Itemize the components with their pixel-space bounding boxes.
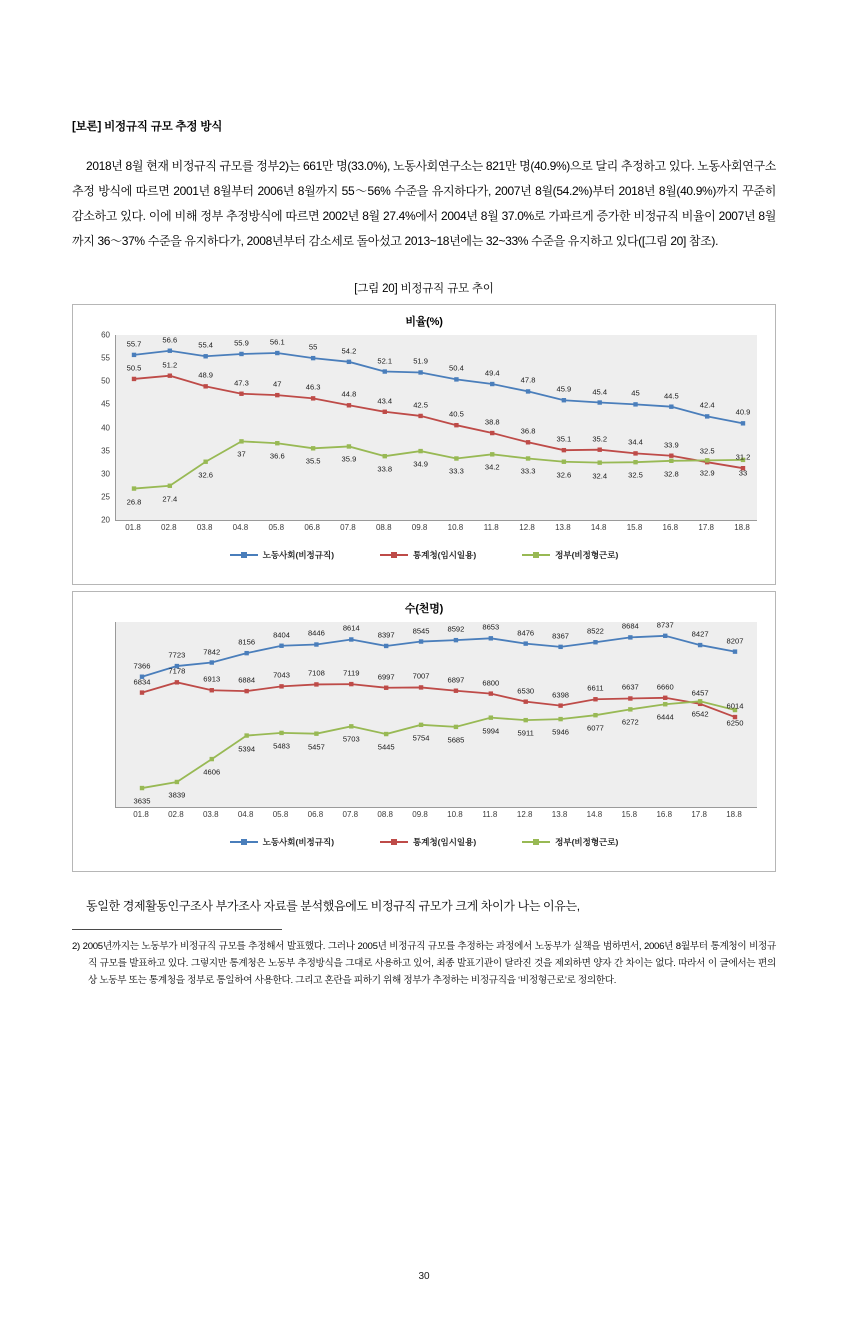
data-label: 6800 xyxy=(482,678,500,688)
data-label: 35.1 xyxy=(556,434,572,444)
x-tick-label: 18.8 xyxy=(734,523,750,532)
data-label: 6014 xyxy=(726,701,744,711)
x-tick-label: 03.8 xyxy=(196,523,213,532)
data-label: 46.3 xyxy=(305,382,321,392)
x-tick-label: 03.8 xyxy=(202,810,219,819)
data-label: 44.8 xyxy=(341,389,357,399)
data-label: 54.2 xyxy=(341,346,357,356)
data-label: 6637 xyxy=(621,682,639,692)
data-label: 56.1 xyxy=(269,337,285,347)
x-tick-label: 11.8 xyxy=(483,523,499,532)
legend-item xyxy=(230,549,334,561)
data-label: 8446 xyxy=(307,628,325,638)
data-label: 55.7 xyxy=(126,339,142,349)
legend-label: 정부(비정형근로) xyxy=(555,837,619,847)
x-tick-label: 12.8 xyxy=(516,810,533,819)
data-label: 56.6 xyxy=(162,335,178,345)
data-label: 50.4 xyxy=(449,363,464,373)
legend-swatch xyxy=(380,838,408,846)
legend-swatch xyxy=(522,838,550,846)
data-label: 45.9 xyxy=(556,384,572,394)
x-tick-label: 06.8 xyxy=(304,523,320,532)
data-label: 8545 xyxy=(412,626,430,636)
chart-count-plot xyxy=(83,622,765,834)
data-label: 5911 xyxy=(517,728,534,738)
data-label: 8522 xyxy=(587,626,604,636)
x-tick-label: 09.8 xyxy=(412,810,428,819)
data-label: 8614 xyxy=(342,623,360,633)
data-label: 5685 xyxy=(447,735,465,745)
data-label: 5445 xyxy=(377,742,395,752)
data-label: 7366 xyxy=(133,661,151,671)
chart-ratio-plot-area xyxy=(115,335,757,521)
x-tick-label: 15.8 xyxy=(621,810,638,819)
page-number: 30 xyxy=(418,1271,430,1282)
y-tick-label: 20 xyxy=(101,515,110,525)
y-tick-label: 60 xyxy=(101,330,110,340)
data-label: 47 xyxy=(273,379,282,389)
x-tick-label: 08.8 xyxy=(375,523,392,532)
data-label: 8737 xyxy=(656,620,674,630)
chart-count-title: 수(천명) xyxy=(404,603,444,615)
footnote xyxy=(72,938,776,989)
data-label: 44.5 xyxy=(663,391,679,401)
chart-ratio-title: 비율(%) xyxy=(405,316,443,328)
y-tick-label: 30 xyxy=(101,469,110,479)
data-label: 6444 xyxy=(656,712,674,722)
x-tick-label: 13.8 xyxy=(555,523,571,532)
data-label: 47.3 xyxy=(234,378,249,388)
x-tick-label: 17.8 xyxy=(698,523,714,532)
legend-item xyxy=(380,836,476,848)
x-tick-label: 04.8 xyxy=(237,810,254,819)
figure-caption: [그림 20] 비정규직 규모 추이 xyxy=(354,283,494,295)
data-label: 6897 xyxy=(447,675,465,685)
data-label: 8397 xyxy=(377,630,395,640)
x-tick-label: 06.8 xyxy=(307,810,324,819)
legend-label: 통계청(임시일용) xyxy=(413,550,477,560)
paragraph-2: 동일한 경제활동인구조사 부가조사 자료를 분석했음에도 비정규직 규모가 크게 차이가 나는 이유는, xyxy=(86,899,580,913)
data-label: 6884 xyxy=(238,675,256,685)
data-label: 38.8 xyxy=(484,417,500,427)
y-tick-label: 45 xyxy=(101,399,110,409)
y-tick-label: 50 xyxy=(101,376,110,386)
data-label: 34.4 xyxy=(628,437,643,447)
data-label: 33.9 xyxy=(663,440,679,450)
data-label: 8427 xyxy=(691,629,709,639)
data-label: 33.8 xyxy=(377,464,393,474)
data-label: 6250 xyxy=(726,718,744,728)
data-label: 5457 xyxy=(307,742,325,752)
x-tick-label: 04.8 xyxy=(232,523,249,532)
chart-ratio-x-axis xyxy=(115,523,757,541)
x-tick-label: 10.8 xyxy=(447,810,463,819)
data-label: 34.2 xyxy=(484,462,500,472)
data-label: 55.4 xyxy=(198,340,214,350)
data-label: 6997 xyxy=(377,672,395,682)
data-label: 6542 xyxy=(691,709,709,719)
data-label: 40.9 xyxy=(735,407,751,417)
data-label: 55 xyxy=(308,342,318,352)
chart-count xyxy=(72,591,776,872)
data-label: 35.9 xyxy=(341,454,357,464)
data-label: 6530 xyxy=(517,686,535,696)
x-tick-label: 17.8 xyxy=(691,810,707,819)
x-tick-label: 02.8 xyxy=(168,810,184,819)
data-label: 32.4 xyxy=(592,471,608,481)
data-label: 32.9 xyxy=(699,468,715,478)
x-tick-label: 10.8 xyxy=(447,523,464,532)
x-tick-label: 02.8 xyxy=(161,523,177,532)
data-label: 7108 xyxy=(307,668,325,678)
data-label: 6272 xyxy=(621,717,639,727)
data-label: 6913 xyxy=(203,674,221,684)
data-label: 6457 xyxy=(691,688,709,698)
data-label: 32.5 xyxy=(628,470,643,480)
data-label: 51.2 xyxy=(162,360,178,370)
data-label: 7119 xyxy=(343,668,360,678)
x-tick-label: 08.8 xyxy=(377,810,393,819)
data-label: 32.5 xyxy=(699,446,715,456)
chart-ratio-y-axis xyxy=(83,330,113,525)
data-label: 7842 xyxy=(203,647,221,657)
chart-ratio xyxy=(72,304,776,585)
legend-item xyxy=(230,836,334,848)
x-tick-label: 14.8 xyxy=(590,523,607,532)
x-tick-label: 07.8 xyxy=(340,523,356,532)
chart-count-plot-area xyxy=(115,622,757,808)
data-label: 6398 xyxy=(552,690,570,700)
data-label: 8404 xyxy=(273,630,290,640)
legend-label: 통계청(임시일용) xyxy=(413,837,477,847)
legend-label: 노동사회(비정규직) xyxy=(262,550,335,560)
data-label: 31.2 xyxy=(735,452,751,462)
data-label: 7723 xyxy=(168,650,186,660)
footnote-divider xyxy=(72,929,282,930)
data-label: 33.3 xyxy=(520,466,536,476)
data-label: 36.6 xyxy=(269,451,285,461)
legend-swatch xyxy=(380,551,408,559)
data-label: 55.9 xyxy=(234,338,249,348)
data-label: 6660 xyxy=(656,682,674,692)
data-label: 35.5 xyxy=(305,456,321,466)
data-label: 8207 xyxy=(726,636,744,646)
x-tick-label: 16.8 xyxy=(656,810,673,819)
x-tick-label: 15.8 xyxy=(626,523,643,532)
data-label: 50.5 xyxy=(126,363,142,373)
legend-item xyxy=(380,549,476,561)
data-label: 6834 xyxy=(133,677,151,687)
document-page xyxy=(0,118,848,1318)
data-label: 47.8 xyxy=(520,375,536,385)
x-tick-label: 01.8 xyxy=(133,810,149,819)
x-tick-label: 07.8 xyxy=(342,810,359,819)
data-label: 35.2 xyxy=(592,434,608,444)
data-label: 5946 xyxy=(552,727,570,737)
data-label: 34.9 xyxy=(413,459,428,469)
data-label: 43.4 xyxy=(377,396,393,406)
data-label: 45.4 xyxy=(592,387,608,397)
chart-count-y-axis xyxy=(83,622,113,808)
x-tick-label: 11.8 xyxy=(482,810,498,819)
legend-swatch xyxy=(230,551,258,559)
data-label: 5994 xyxy=(482,726,500,736)
data-label: 8653 xyxy=(482,622,500,632)
data-label: 5703 xyxy=(342,734,360,744)
y-tick-label: 40 xyxy=(101,423,110,432)
chart-count-x-axis xyxy=(115,810,757,828)
legend-label: 정부(비정형근로) xyxy=(555,550,619,560)
data-label: 52.1 xyxy=(377,356,393,366)
data-label: 48.9 xyxy=(198,370,214,380)
x-tick-label: 14.8 xyxy=(586,810,603,819)
x-tick-label: 01.8 xyxy=(125,523,141,532)
data-label: 33.3 xyxy=(449,466,464,476)
data-label: 8476 xyxy=(517,628,535,638)
x-tick-label: 13.8 xyxy=(551,810,568,819)
data-label: 5754 xyxy=(412,733,430,743)
data-label: 8592 xyxy=(447,624,465,634)
section-title: [보론] 비정규직 규모 추정 방식 xyxy=(72,121,223,133)
data-label: 36.8 xyxy=(520,426,536,436)
x-tick-label: 09.8 xyxy=(411,523,428,532)
data-label: 32.6 xyxy=(556,470,572,480)
data-label: 7007 xyxy=(412,671,430,681)
data-label: 33 xyxy=(738,468,748,478)
data-label: 5483 xyxy=(273,741,290,751)
data-label: 3839 xyxy=(168,790,186,800)
y-tick-label: 35 xyxy=(101,446,110,456)
series-lines xyxy=(116,335,757,520)
data-label: 45 xyxy=(631,388,640,398)
legend-swatch xyxy=(230,838,258,846)
data-label: 27.4 xyxy=(162,494,178,504)
y-tick-label: 55 xyxy=(101,353,110,363)
data-label: 6611 xyxy=(587,683,604,693)
chart-count-legend xyxy=(73,836,775,848)
data-label: 7043 xyxy=(273,670,290,680)
x-tick-label: 12.8 xyxy=(519,523,535,532)
x-tick-label: 05.8 xyxy=(268,523,285,532)
data-label: 26.8 xyxy=(126,497,142,507)
data-label: 8156 xyxy=(238,637,256,647)
y-tick-label: 25 xyxy=(101,492,110,502)
data-label: 3635 xyxy=(133,796,151,806)
legend-item xyxy=(522,549,618,561)
legend-item xyxy=(522,836,618,848)
data-label: 51.9 xyxy=(413,356,428,366)
data-label: 42.4 xyxy=(699,400,715,410)
data-label: 6077 xyxy=(587,723,604,733)
x-tick-label: 05.8 xyxy=(272,810,289,819)
data-label: 4606 xyxy=(203,767,221,777)
data-label: 7178 xyxy=(168,666,186,676)
footnote-marker: 2) xyxy=(72,941,80,952)
data-label: 49.4 xyxy=(484,368,500,378)
chart-ratio-legend xyxy=(73,549,775,561)
data-label: 32.6 xyxy=(198,470,214,480)
data-label: 42.5 xyxy=(413,400,428,410)
chart-ratio-plot xyxy=(83,330,765,547)
legend-swatch xyxy=(522,551,550,559)
data-label: 32.8 xyxy=(663,469,679,479)
data-label: 8684 xyxy=(621,621,639,631)
x-tick-label: 16.8 xyxy=(662,523,679,532)
paragraph-1: 2018년 8월 현재 비정규직 규모를 정부2)는 661만 명(33.0%), 노동사회연구소는 821만 명(40.9%)으로 달리 추정하고 있다. 노동사회연구소 추정 방식에 따르면 2001년 8월부터 2006년 8월까지 55～56% 수준을 유지하다가, 2007년 8월(54.2%)부터 2018년 8월(40.9%)까지 꾸준히 감소하고 있다. 이에 비해 정부 추정방식에 따르면 2002년 8월 27.4%에서 2004년 8월 37.0%로 가파르게 증가한 비정규직 비율이 2007년 8월까지 36～37% 수준을 유지하다가, 2008년부터 감소세로 돌아섰고 2013~18년에는 32~33% 수준을 유지하고 있다([그림 20] 참조). xyxy=(72,159,776,248)
data-label: 40.5 xyxy=(449,409,464,419)
legend-label: 노동사회(비정규직) xyxy=(262,837,335,847)
data-label: 37 xyxy=(237,449,246,459)
data-label: 5394 xyxy=(238,744,256,754)
x-tick-label: 18.8 xyxy=(726,810,742,819)
data-label: 8367 xyxy=(552,631,570,641)
footnote-text: 2005년까지는 노동부가 비정규직 규모를 추정해서 발표했다. 그러나 2005년 비정규직 규모를 추정하는 과정에서 노동부가 실책을 범하면서, 2006년 8월부터 통계청이 비정규직 규모를 발표하고 있다. 그렇지만 통계청은 노동부 추정방식을 그대로 사용하고 있어, 최종 발표기관이 달라진 것을 제외하면 양자 간 차이는 없다. 따라서 이 글에서는 편의상 노동부 또는 통계청을 정부로 통일하여 사용한다. 그리고 혼란을 피하기 위해 정부가 추정하는 비정규직을 ‘비정형근로’로 정의한다. xyxy=(82,941,776,986)
